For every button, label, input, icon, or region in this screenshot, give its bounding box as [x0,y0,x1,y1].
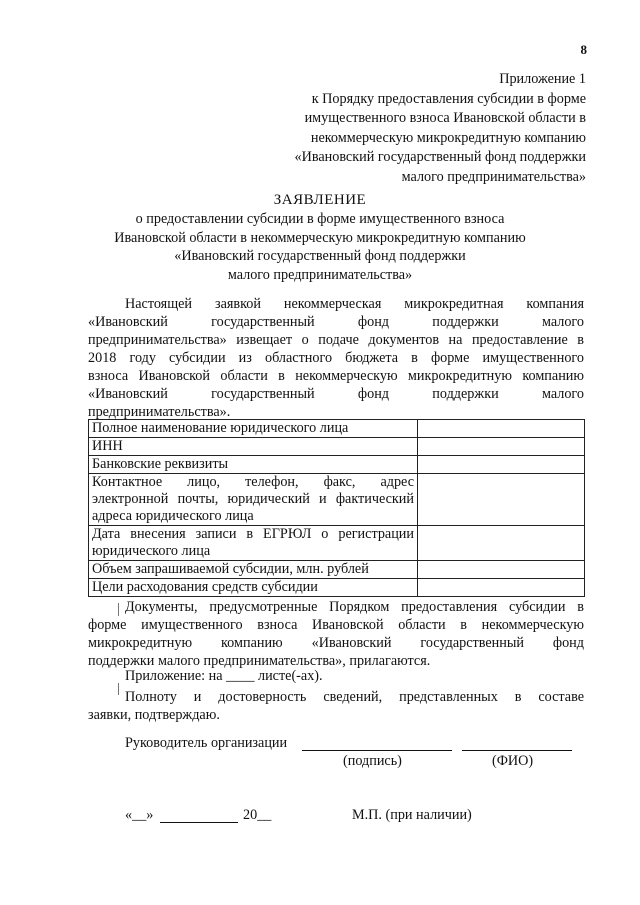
table-label-line: электронной почты, юридический и фактический [92,491,414,507]
seal-label: М.П. (при наличии) [352,807,472,823]
intro-line: «Ивановский государственный фонд поддержки малого [88,314,584,330]
table-label: Цели расходования средств субсидии [89,579,418,597]
intro-paragraph [88,295,584,421]
date-day: «__» [125,807,154,823]
name-line[interactable] [462,750,572,751]
appendix-line: малого предпринимательства» [401,168,586,185]
head-of-organization-label: Руководитель организации [125,735,288,751]
subtitle-line: малого предпринимательства» [227,266,413,283]
intro-line: взноса Ивановской области в некоммерческую микрокредитную компанию [88,368,584,384]
table-value-cell[interactable] [418,561,585,579]
table-label: Объем запрашиваемой субсидии, млн. рублей [89,561,418,579]
documents-line: поддержки малого предпринимательства», прилагаются. [88,653,431,669]
documents-line: Документы, предусмотренные Порядком предоставления субсидии в [125,599,584,615]
appendix-line: Приложение 1 [499,71,586,87]
attachment-line: Приложение: на ____ листе(-ах). [125,668,323,684]
table-row [89,561,585,579]
table-label: ИНН [89,438,418,456]
table-label: Банковские реквизиты [89,456,418,474]
confirmation-line: заявки, подтверждаю. [88,707,220,723]
table-label [89,474,418,526]
table-value-cell[interactable] [418,579,585,597]
table-label-line: Контактное лицо, телефон, факс, адрес [92,474,414,490]
table-row [89,438,585,456]
intro-line: Настоящей заявкой некоммерческая микрокредитная компания [125,296,584,312]
intro-line: предпринимательства» извещает о подаче документов на предоставление в [88,332,584,348]
documents-paragraph [88,598,584,670]
confirmation-paragraph [88,688,584,724]
documents-line: микрокредитную компанию «Ивановский государственный фонд [88,635,584,651]
document-subtitle [0,210,640,284]
intro-line: «Ивановский государственный фонд поддержки малого [88,386,584,402]
intro-line: 2018 году субсидии из областного бюджета в форме имущественного [88,350,584,366]
appendix-line: к Порядку предоставления субсидии в форме [311,90,586,107]
table-label-line: Дата внесения записи в ЕГРЮЛ о регистрации [92,526,414,542]
table-label [89,526,418,561]
table-row [89,420,585,438]
table-value-cell[interactable] [418,438,585,456]
date-year: 20__ [243,807,272,823]
signature-caption: (подпись) [343,753,402,769]
applicant-info-table [88,419,585,597]
name-caption: (ФИО) [492,753,534,769]
subtitle-line: о предоставлении субсидии в форме имущественного взноса [135,211,505,227]
appendix-header [226,70,586,187]
document-title: ЗАЯВЛЕНИЕ [273,192,367,208]
page-number: 8 [580,42,587,57]
subtitle-line: Ивановской области в некоммерческую микрокредитную компанию [114,229,526,246]
table-value-cell[interactable] [418,420,585,438]
table-value-cell[interactable] [418,456,585,474]
table-row [89,456,585,474]
appendix-line: некоммерческую микрокредитную компанию [310,129,586,146]
table-row [89,579,585,597]
documents-line: форме имущественного взноса Ивановской области в некоммерческую [88,617,584,633]
table-label: Полное наименование юридического лица [89,420,418,438]
confirmation-line: Полноту и достоверность сведений, представленных в составе [125,689,584,705]
table-label-line: юридического лица [92,543,211,559]
table-row [89,474,585,526]
table-value-cell[interactable] [418,474,585,526]
table-value-cell[interactable] [418,526,585,561]
table-row [89,526,585,561]
table-label-line: адреса юридического лица [92,508,254,524]
appendix-line: «Ивановский государственный фонд поддержки [294,149,586,165]
subtitle-line: «Ивановский государственный фонд поддержки [174,248,466,264]
date-month-line[interactable] [160,822,238,823]
intro-line: предпринимательства». [88,404,231,420]
appendix-line: имущественного взноса Ивановской области в [304,110,586,126]
signature-line[interactable] [302,750,452,751]
